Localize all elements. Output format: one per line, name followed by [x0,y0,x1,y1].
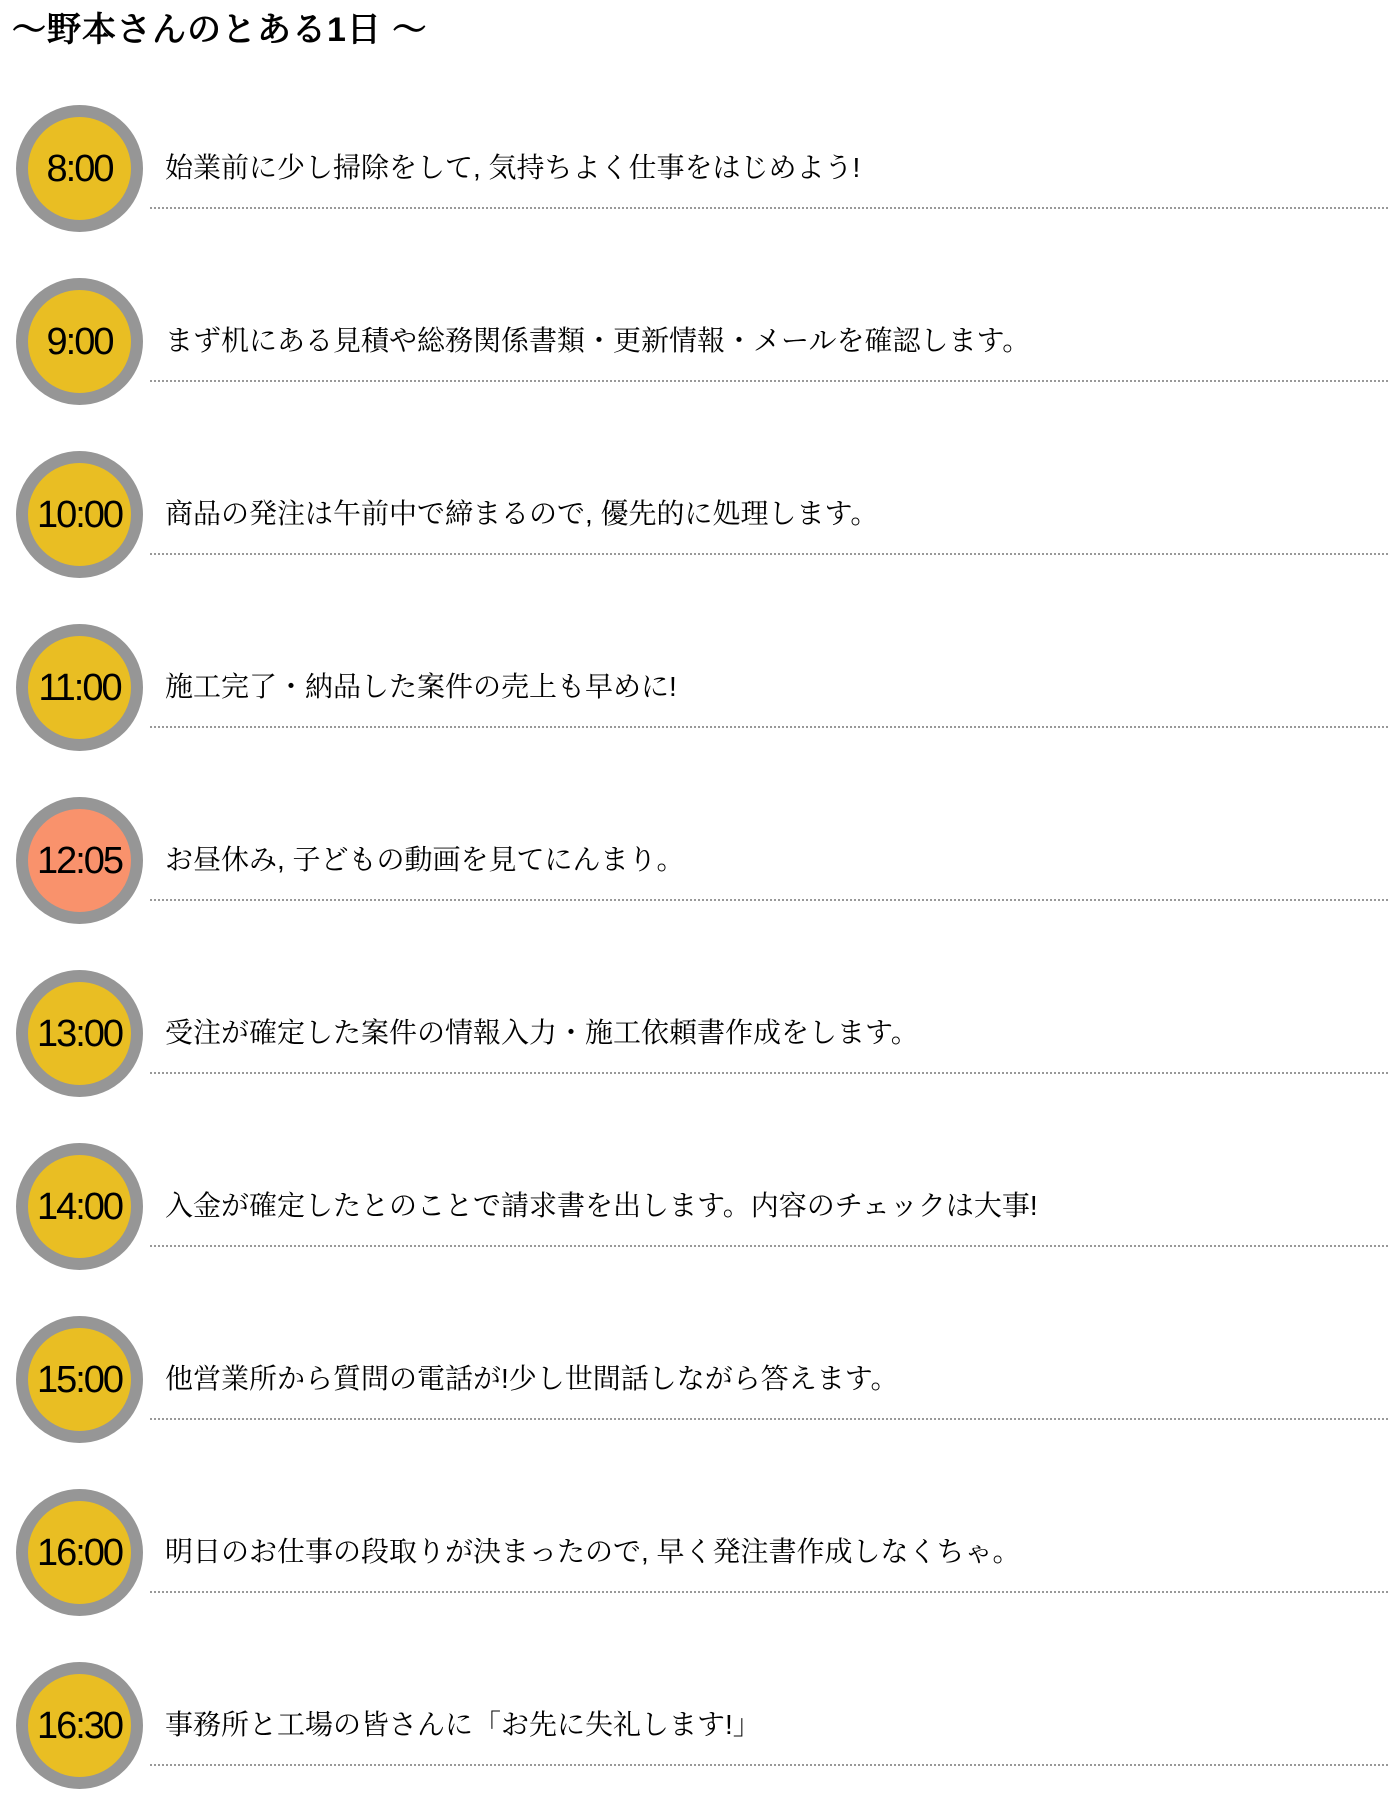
time-label: 14:00 [36,1185,123,1228]
dotted-separator [150,380,1388,382]
timeline-row [0,774,1392,947]
activity-description: 受注が確定した案件の情報入力・施工依頼書作成をします。 [165,1017,919,1049]
dotted-separator [150,1245,1388,1247]
activity-description: 事務所と工場の皆さんに「お先に失礼します!」 [165,1709,761,1741]
activity-description: まず机にある見積や総務関係書類・更新情報・メールを確認します。 [165,325,1031,357]
time-badge [16,797,143,924]
timeline-row [0,255,1392,428]
time-badge [16,105,143,232]
activity-description: 明日のお仕事の段取りが決まったので, 早く発注書作成しなくちゃ。 [165,1536,1021,1568]
time-badge [16,1489,143,1616]
activity-description: 始業前に少し掃除をして, 気持ちよく仕事をはじめよう! [165,152,861,184]
timeline-row [0,947,1392,1120]
dotted-separator [150,553,1388,555]
dotted-separator [150,899,1388,901]
timeline-row [0,82,1392,255]
time-label: 15:00 [36,1358,123,1401]
daily-schedule-page [0,8,1392,1810]
time-label: 16:00 [36,1531,123,1574]
dotted-separator [150,1072,1388,1074]
timeline-row [0,1293,1392,1466]
timeline-row [0,601,1392,774]
time-label: 8:00 [46,147,113,190]
activity-description: お昼休み, 子どもの動画を見てにんまり。 [165,844,685,876]
time-badge [16,1143,143,1270]
time-label: 9:00 [46,320,113,363]
time-label: 11:00 [38,666,121,709]
activity-description: 他営業所から質問の電話が!少し世間話しながら答えます。 [165,1363,899,1395]
time-badge [16,970,143,1097]
time-label: 12:05 [36,839,123,882]
timeline-row [0,1120,1392,1293]
timeline-row [0,1639,1392,1810]
timeline [0,82,1392,1810]
dotted-separator [150,1418,1388,1420]
time-label: 13:00 [36,1012,123,1055]
activity-description: 商品の発注は午前中で締まるので, 優先的に処理します。 [165,498,879,530]
time-badge [16,1316,143,1443]
dotted-separator [150,207,1388,209]
time-label: 10:00 [36,493,123,536]
activity-description: 入金が確定したとのことで請求書を出します。内容のチェックは大事! [165,1190,1038,1222]
dotted-separator [150,1591,1388,1593]
dotted-separator [150,726,1388,728]
dotted-separator [150,1764,1388,1766]
activity-description: 施工完了・納品した案件の売上も早めに! [165,671,677,703]
time-label: 16:30 [36,1704,123,1747]
time-badge [16,624,143,751]
timeline-row [0,1466,1392,1639]
time-badge [16,451,143,578]
timeline-row [0,428,1392,601]
time-badge [16,1662,143,1789]
time-badge [16,278,143,405]
page-title: ～野本さんのとある1日 ～ [12,11,428,49]
